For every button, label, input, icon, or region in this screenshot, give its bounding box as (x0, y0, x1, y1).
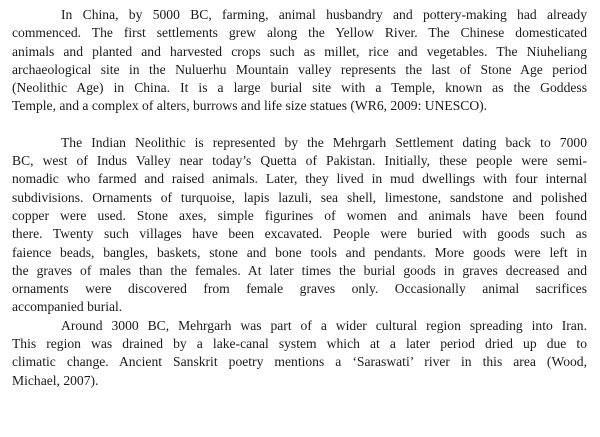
text-line: In China, by 5000 BC, farming, animal husbandry and pottery-making had already (61, 7, 587, 22)
text-line: Around 3000 BC, Mehrgarh was part of a wider cultural region spreading into Iran. (61, 317, 587, 333)
text-line: nomadic who farmed and raised animals. Later, they lived in mud dwellings with four internal (12, 171, 587, 187)
paragraph-indian-neolithic (12, 134, 587, 317)
paragraph-gap (12, 116, 587, 134)
text-line: ornaments were discovered from female graves only. Occasionally animal sacrifices (12, 281, 587, 297)
text-line: animals and planted and harvested crops such as millet, rice and vegetables. The Niuheliang (12, 43, 587, 59)
text-line: The Indian Neolithic is represented by the Mehrgarh Settlement dating back to 7000 (61, 134, 587, 150)
paragraph-mehrgarh (12, 317, 587, 390)
text-line: faience beads, bangles, baskets, stone and bone tools and pendants. More goods were left in (12, 244, 587, 260)
text-line: copper were used. Stone axes, simple figurines of women and animals have been found (12, 207, 587, 223)
text-line: (Neolithic Age) in China. It is a large burial site with a Temple, known as the Goddess (12, 80, 587, 96)
text-line: BC, west of Indus Valley near today’s Quetta of Pakistan. Initially, these people were semi- (12, 153, 587, 169)
text-line: commenced. The first settlements grew along the Yellow River. The Chinese domesticated (12, 25, 587, 41)
text-line: subdivisions. Ornaments of turquoise, lapis lazuli, sea shell, limestone, sandstone and polished (12, 189, 587, 205)
text-line: Michael, 2007). (12, 372, 99, 388)
text-line: climatic change. Ancient Sanskrit poetry mentions a ‘Saraswati’ river in this area (Wood, (12, 354, 587, 370)
text-line: This region was drained by a lake-canal system which at a later period dried up due to (12, 336, 587, 352)
text-line: there. Twenty such villages have been excavated. People were buried with goods such as (12, 226, 587, 242)
text-line: archaeological site in the Nuluerhu Mountain valley represents the last of Stone Age period (12, 61, 587, 77)
text-line: Temple, and a complex of alters, burrows and life size statues (WR6, 2009: UNESCO). (12, 98, 488, 114)
paragraph-china (12, 6, 587, 116)
text-line: accompanied burial. (12, 299, 123, 315)
text-line: the graves of males than the females. At later times the burial goods in graves decreased and (12, 262, 587, 278)
